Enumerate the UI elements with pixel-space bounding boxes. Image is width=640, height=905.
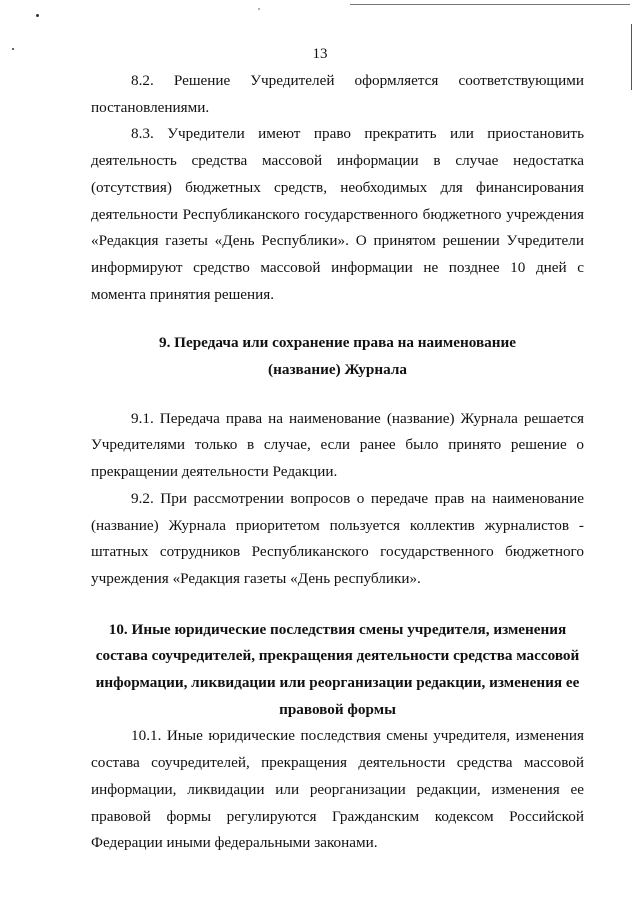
clause-8-3: 8.3. Учредители имеют право прекратить или приостановить деятельность средства массовой информации в случае недостатка (отсутствия) бюджетных средств, необходимых для финансирования деятельности Республиканского государственного бюджетного учреждения «Редакция газеты «День Республики». О принятом решении Учредители информируют средство массовой информации не позднее 10 дней с момента принятия решения. [91,125,584,303]
section-10-heading-line: 10. Иные юридические последствия смены учредителя, изменения [108,620,567,638]
clause-10-1: 10.1. Иные юридические последствия смены учредителя, изменения состава соучредителей, прекращения деятельности средства массовой информации, ликвидации или реорганизации редакции, изменения ее правовой формы регулируются Гражданским кодексом Российской Федерации иными федеральными законами. [91,727,584,852]
clause-8-2: 8.2. Решение Учредителей оформляется соответствующими постановлениями. [91,72,584,116]
section-10-heading-line: состава соучредителей, прекращения деятельности средства массовой [95,647,580,665]
section-10-heading-line: информации, ликвидации или реорганизации редакции, изменения ее [95,674,580,692]
section-9-heading-line: 9. Передача или сохранение права на наименование [158,334,516,352]
section-9-heading-line: (название) Журнала [268,361,407,379]
scan-speck [258,8,260,10]
section-10-heading-line: правовой формы [279,700,396,718]
section-10-heading [91,617,584,724]
page-number: 13 [312,46,328,62]
clause-9-1: 9.1. Передача права на наименование (название) Журнала решается Учредителями только в случае, если ранее было принято решение о прекращении деятельности Редакции. [91,409,584,481]
section-9-heading [91,330,584,383]
scan-speck [36,14,39,17]
scan-edge-line [350,4,630,5]
document-body [91,68,584,857]
clause-9-2: 9.2. При рассмотрении вопросов о передаче прав на наименование (название) Журнала приоритетом пользуется коллектив журналистов - штатных сотрудников Республиканского государственного бюджетного учреждения «Редакция газеты «День республики». [91,489,584,587]
